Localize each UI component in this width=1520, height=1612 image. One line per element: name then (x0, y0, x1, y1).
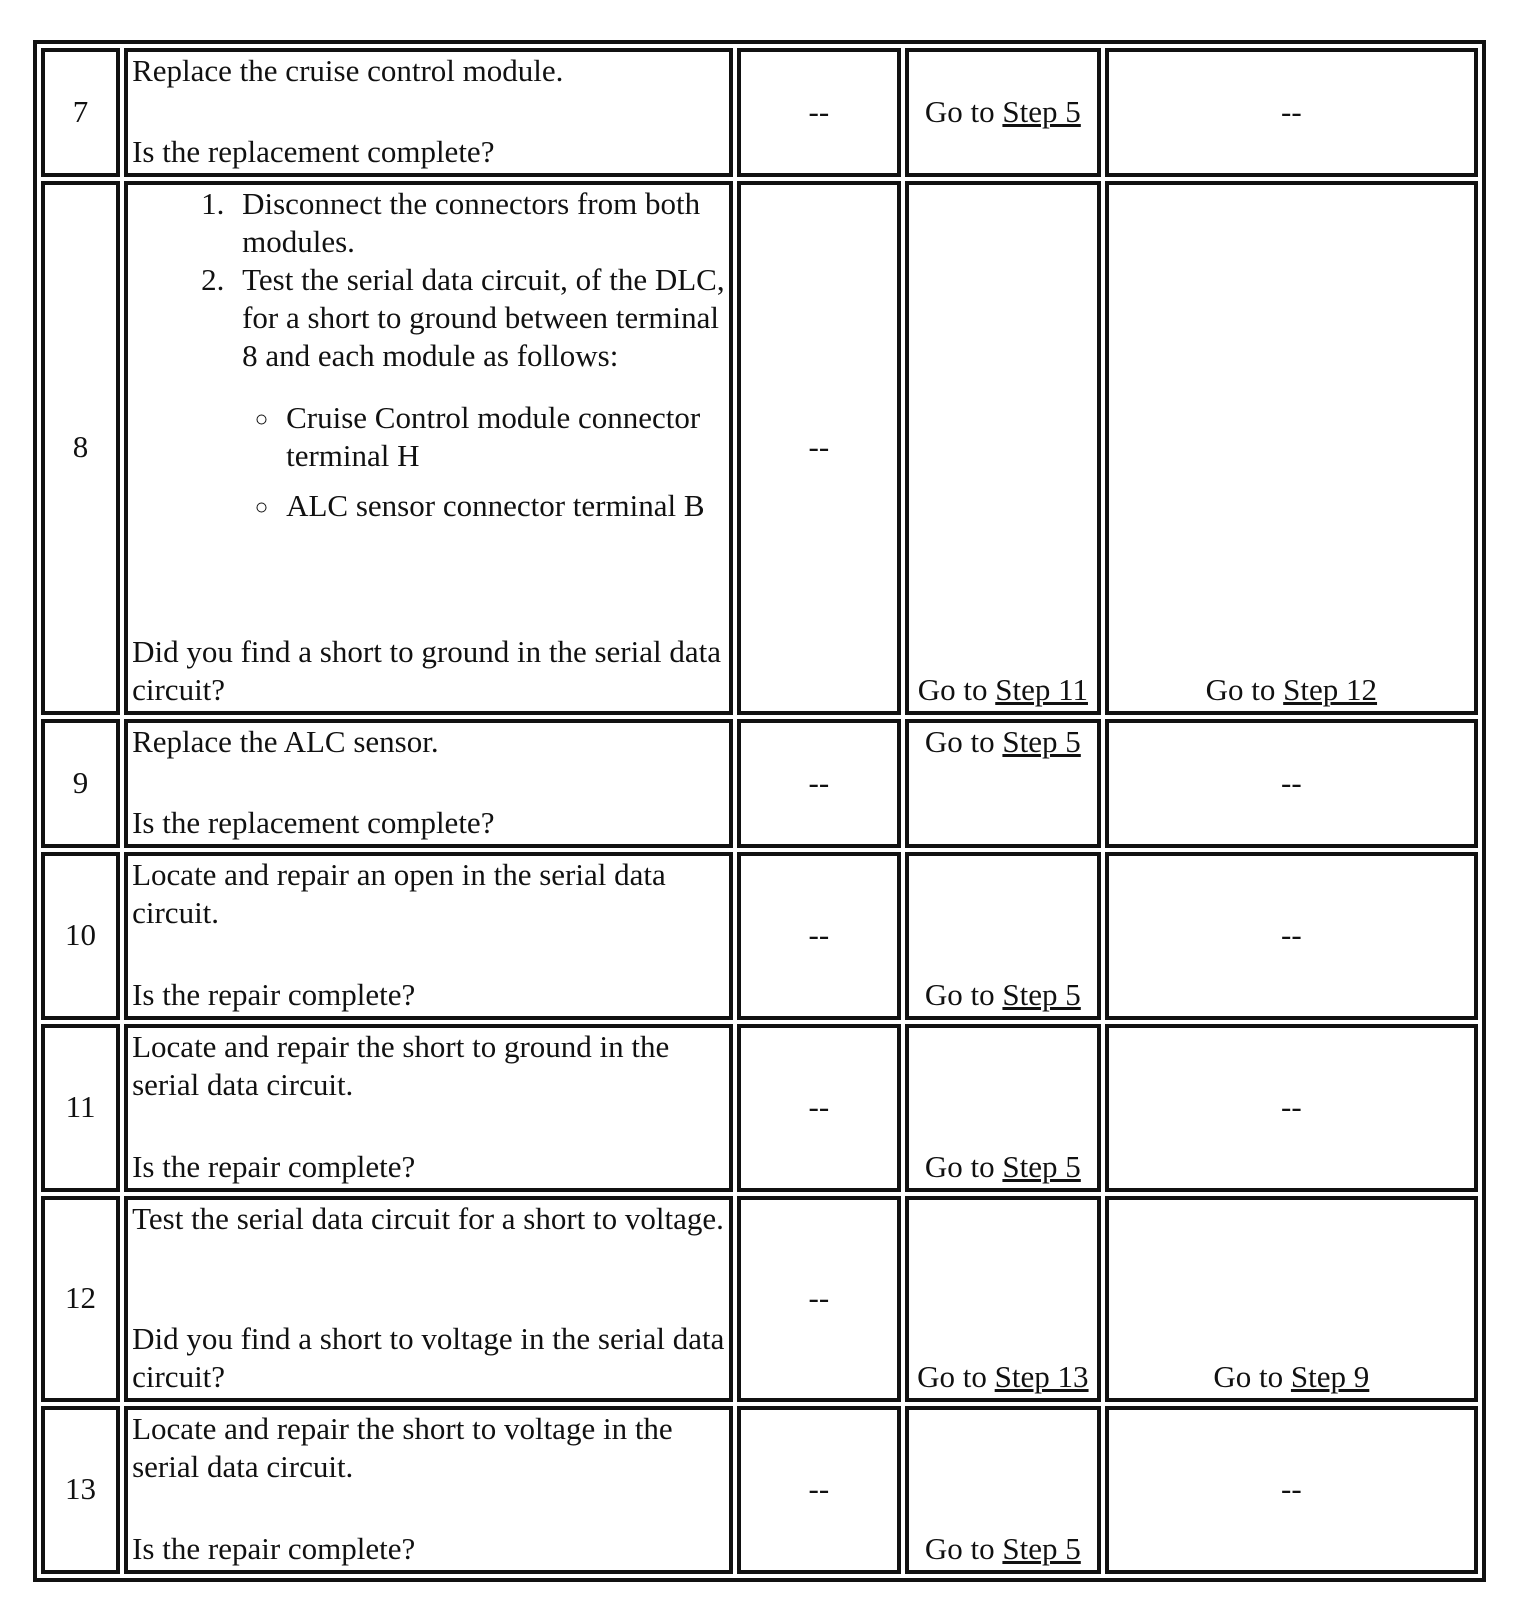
table-row-step-12 (41, 1196, 1478, 1402)
action-question: Is the repair complete? (132, 1531, 416, 1566)
action-cell (124, 1406, 733, 1574)
action-question: Did you find a short to voltage in the serial data circuit? (132, 1321, 725, 1394)
goto-step-link[interactable]: Step 5 (1002, 1149, 1081, 1184)
step-number: 12 (41, 1196, 120, 1402)
goto-prefix: Go to (1213, 1359, 1291, 1394)
value-cell: -- (737, 852, 901, 1020)
action-text: Replace the cruise control module. (132, 53, 564, 88)
table-row-step-13 (41, 1406, 1478, 1574)
procedure-item: 1. Disconnect the connectors from both modules. (232, 185, 725, 261)
step-number: 13 (41, 1406, 120, 1574)
step-number: 7 (41, 48, 120, 177)
action-cell (124, 719, 733, 848)
table-row-step-11 (41, 1024, 1478, 1192)
procedure-list (132, 185, 725, 525)
action-question: Is the repair complete? (132, 977, 416, 1012)
goto-step-link[interactable]: Step 12 (1283, 672, 1378, 707)
no-cell (1105, 1196, 1478, 1402)
action-text: Replace the ALC sensor. (132, 724, 439, 759)
goto-step-link[interactable]: Step 5 (1002, 1531, 1081, 1566)
yes-cell (905, 48, 1101, 177)
table-row-step-10 (41, 852, 1478, 1020)
action-cell (124, 852, 733, 1020)
value-cell: -- (737, 719, 901, 848)
step-number: 9 (41, 719, 120, 848)
action-question: Is the repair complete? (132, 1149, 416, 1184)
yes-cell (905, 719, 1101, 848)
action-cell (124, 48, 733, 177)
no-cell (1105, 181, 1478, 715)
diagnostic-steps-table (37, 44, 1482, 1578)
step-number: 10 (41, 852, 120, 1020)
goto-step-link[interactable]: Step 5 (1002, 724, 1081, 759)
no-cell: -- (1105, 852, 1478, 1020)
step-number: 11 (41, 1024, 120, 1192)
goto-prefix: Go to (924, 977, 1003, 1012)
action-text: Locate and repair the short to voltage in the serial data circuit. (132, 1411, 673, 1484)
procedure-item-text: Test the serial data circuit, of the DLC, for a short to ground between terminal 8 and each module as follows: (242, 262, 725, 373)
goto-step-link[interactable]: Step 11 (995, 672, 1088, 707)
action-cell (124, 1024, 733, 1192)
yes-cell (905, 1406, 1101, 1574)
yes-cell (905, 181, 1101, 715)
bullet-list (242, 399, 725, 525)
bullet-item: ◦ Cruise Control module connector terminal H (282, 399, 725, 475)
action-cell (124, 181, 733, 715)
value-cell: -- (737, 1406, 901, 1574)
diagnostic-table-frame (33, 40, 1486, 1582)
value-cell: -- (737, 181, 901, 715)
yes-cell (905, 1024, 1101, 1192)
action-text: Test the serial data circuit for a short to voltage. (132, 1201, 724, 1236)
action-text: Locate and repair the short to ground in the serial data circuit. (132, 1029, 670, 1102)
table-row-step-7 (41, 48, 1478, 177)
procedure-block (132, 185, 725, 537)
table-row-step-8 (41, 181, 1478, 715)
goto-prefix: Go to (924, 724, 1003, 759)
action-question: Is the replacement complete? (132, 134, 495, 169)
bullet-item: ◦ ALC sensor connector terminal B (282, 487, 725, 525)
goto-prefix: Go to (917, 1359, 995, 1394)
no-cell: -- (1105, 1024, 1478, 1192)
procedure-item (232, 261, 725, 525)
goto-prefix: Go to (917, 672, 996, 707)
goto-prefix: Go to (1205, 672, 1284, 707)
action-cell (124, 1196, 733, 1402)
goto-prefix: Go to (924, 1531, 1003, 1566)
step-number: 8 (41, 181, 120, 715)
value-cell: -- (737, 1196, 901, 1402)
no-cell: -- (1105, 48, 1478, 177)
value-cell: -- (737, 48, 901, 177)
action-question: Did you find a short to ground in the serial data circuit? (132, 634, 721, 707)
goto-step-link[interactable]: Step 13 (994, 1359, 1089, 1394)
action-question: Is the replacement complete? (132, 805, 495, 840)
goto-prefix: Go to (924, 93, 1003, 129)
yes-cell (905, 852, 1101, 1020)
goto-prefix: Go to (924, 1149, 1003, 1184)
yes-cell (905, 1196, 1101, 1402)
action-text: Locate and repair an open in the serial data circuit. (132, 857, 666, 930)
value-cell: -- (737, 1024, 901, 1192)
goto-step-link[interactable]: Step 9 (1290, 1359, 1370, 1394)
no-cell: -- (1105, 719, 1478, 848)
goto-step-link[interactable]: Step 5 (1002, 93, 1081, 129)
no-cell: -- (1105, 1406, 1478, 1574)
goto-step-link[interactable]: Step 5 (1002, 977, 1081, 1012)
table-row-step-9 (41, 719, 1478, 848)
